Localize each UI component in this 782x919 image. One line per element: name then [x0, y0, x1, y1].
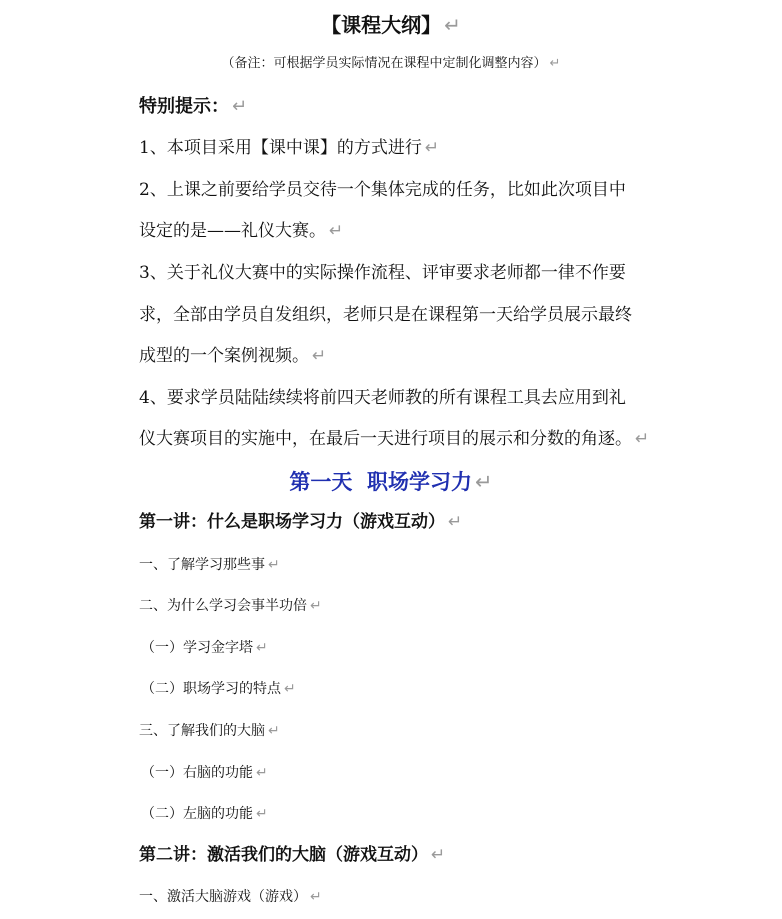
outline-subitem: （二）左脑的功能 ↵: [141, 806, 268, 822]
tip-line-2: 2、上课之前要给学员交待一个集体完成的任务，比如此次项目中: [139, 180, 626, 200]
tip-line-3: 设定的是——礼仪大赛。 ↵: [139, 221, 344, 241]
paragraph-mark-icon: ↵: [268, 723, 280, 739]
tip-line-1: 1、本项目采用【课中课】的方式进行 ↵: [139, 138, 440, 158]
paragraph-mark-icon: ↵: [549, 56, 561, 71]
outline-subitem: （一）右脑的功能 ↵: [141, 765, 268, 781]
outline-subitem: （二）职场学习的特点 ↵: [141, 681, 296, 697]
paragraph-mark-icon: ↵: [310, 598, 322, 614]
special-tip-heading: 特别提示： ↵: [139, 96, 248, 117]
tip-line-8: 仪大赛项目的实施中，在最后一天进行项目的展示和分数的角逐。 ↵: [139, 429, 650, 449]
paragraph-mark-icon: ↵: [256, 765, 268, 781]
lecture-one-heading: 第一讲：什么是职场学习力（游戏互动） ↵: [139, 512, 463, 532]
outline-item: 二、为什么学习会事半功倍 ↵: [139, 598, 322, 614]
paragraph-mark-icon: ↵: [444, 13, 461, 37]
outline-item: 一、激活大脑游戏（游戏） ↵: [139, 889, 322, 905]
paragraph-mark-icon: ↵: [424, 138, 440, 158]
paragraph-mark-icon: ↵: [256, 806, 268, 822]
outline-item: 一、了解学习那些事 ↵: [139, 557, 280, 573]
outline-subitem: （一）学习金字塔 ↵: [141, 640, 268, 656]
paragraph-mark-icon: ↵: [475, 470, 493, 494]
tip-line-5: 求，全部由学员自发组织，老师只是在课程第一天给学员展示最终: [139, 305, 632, 325]
lecture-two-heading: 第二讲：激活我们的大脑（游戏互动） ↵: [139, 845, 446, 865]
paragraph-mark-icon: ↵: [256, 640, 268, 656]
paragraph-mark-icon: ↵: [448, 512, 463, 532]
paragraph-mark-icon: ↵: [284, 681, 296, 697]
tip-line-7: 4、要求学员陆陆续续将前四天老师教的所有课程工具去应用到礼: [139, 388, 626, 408]
remark-note: （备注：可根据学员实际情况在课程中定制化调整内容） ↵: [221, 56, 561, 71]
paragraph-mark-icon: ↵: [268, 557, 280, 573]
paragraph-mark-icon: ↵: [431, 845, 446, 865]
paragraph-mark-icon: ↵: [635, 429, 650, 449]
paragraph-mark-icon: ↵: [232, 96, 248, 117]
day-one-heading: 第一天 职场学习力 ↵: [289, 469, 493, 494]
paragraph-mark-icon: ↵: [312, 346, 327, 366]
paragraph-mark-icon: ↵: [310, 889, 322, 905]
tip-line-6: 成型的一个案例视频。 ↵: [139, 346, 327, 366]
course-outline-title: 【课程大纲】 ↵: [321, 13, 461, 37]
tip-line-4: 3、关于礼仪大赛中的实际操作流程、评审要求老师都一律不作要: [139, 263, 626, 283]
outline-item: 三、了解我们的大脑 ↵: [139, 723, 280, 739]
paragraph-mark-icon: ↵: [329, 221, 344, 241]
